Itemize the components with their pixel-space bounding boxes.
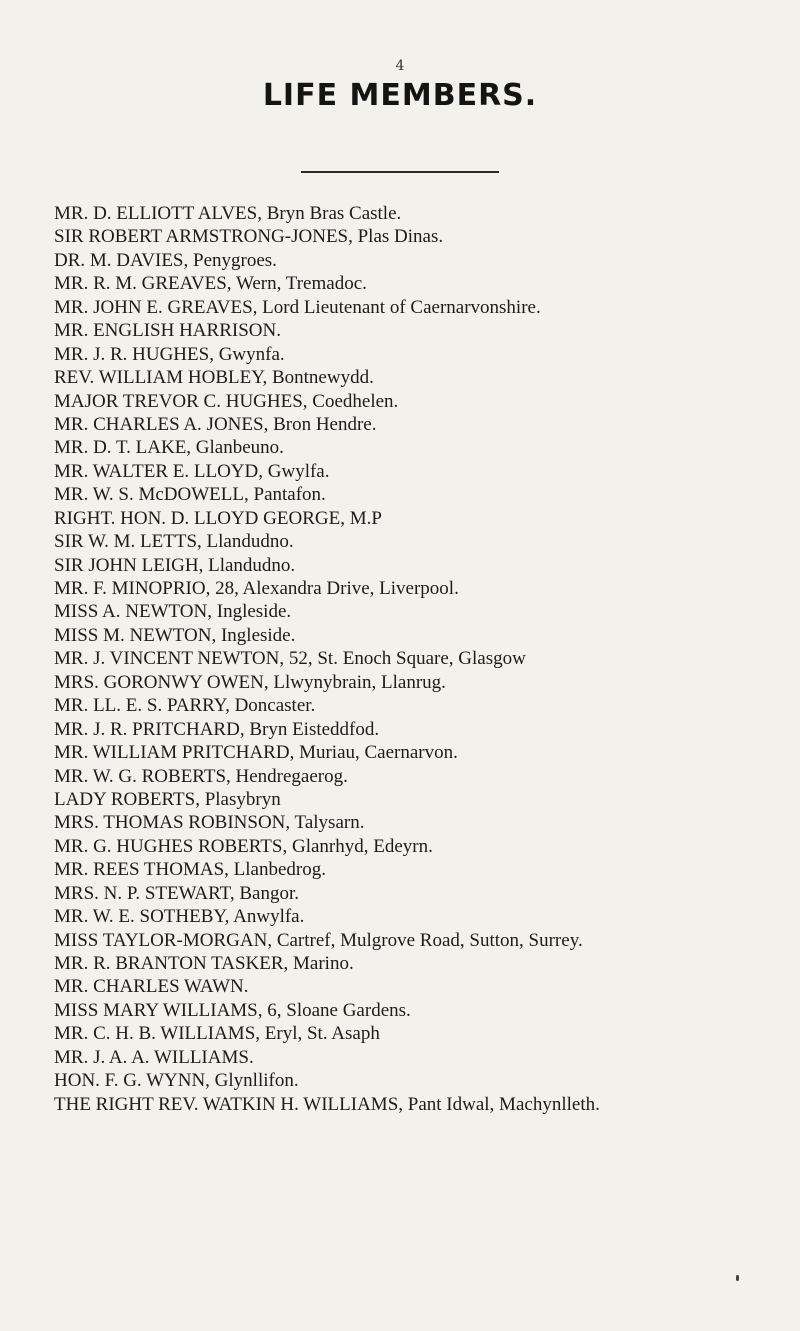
member-entry: MISS A. NEWTON, Ingleside.	[54, 601, 292, 623]
member-entry: MR. R. M. GREAVES, Wern, Tremadoc.	[54, 273, 367, 295]
member-entry: MRS. THOMAS ROBINSON, Talysarn.	[54, 812, 365, 834]
member-entry: MR. J. VINCENT NEWTON, 52, St. Enoch Square, Glasgow	[54, 648, 526, 670]
member-entry: MISS TAYLOR-MORGAN, Cartref, Mulgrove Road, Sutton, Surrey.	[54, 929, 583, 951]
ink-speck	[736, 1275, 739, 1281]
member-entry: MR. J. R. HUGHES, Gwynfa.	[54, 343, 285, 365]
member-list	[54, 202, 798, 1116]
member-entry: RIGHT. HON. D. LLOYD GEORGE, M.P	[54, 507, 382, 529]
member-entry: MRS. N. P. STEWART, Bangor.	[54, 882, 300, 904]
member-entry: MR. REES THOMAS, Llanbedrog.	[54, 859, 326, 881]
member-entry: SIR ROBERT ARMSTRONG-JONES, Plas Dinas.	[54, 226, 444, 248]
member-entry: MRS. GORONWY OWEN, Llwynybrain, Llanrug.	[54, 671, 446, 693]
member-entry: LADY ROBERTS, Plasybryn	[54, 788, 281, 810]
member-entry: MR. J. A. A. WILLIAMS.	[54, 1046, 254, 1068]
member-entry: MAJOR TREVOR C. HUGHES, Coedhelen.	[54, 390, 399, 412]
member-entry: MR. D. T. LAKE, Glanbeuno.	[54, 437, 284, 459]
member-entry: MR. CHARLES WAWN.	[54, 976, 249, 998]
member-entry: MR. JOHN E. GREAVES, Lord Lieutenant of Caernarvonshire.	[54, 296, 541, 318]
member-entry: MISS M. NEWTON, Ingleside.	[54, 624, 296, 646]
member-entry: MR. CHARLES A. JONES, Bron Hendre.	[54, 413, 377, 435]
member-entry: MISS MARY WILLIAMS, 6, Sloane Gardens.	[54, 999, 411, 1021]
page-number: 4	[395, 58, 405, 74]
member-entry: MR. W. E. SOTHEBY, Anwylfa.	[54, 906, 305, 928]
member-entry: MR. WILLIAM PRITCHARD, Muriau, Caernarvon.	[54, 742, 458, 764]
member-entry: DR. M. DAVIES, Penygroes.	[54, 249, 277, 271]
member-entry: MR. W. G. ROBERTS, Hendregaerog.	[54, 765, 348, 787]
member-entry: MR. D. ELLIOTT ALVES, Bryn Bras Castle.	[54, 203, 402, 224]
heading-rule	[301, 171, 499, 173]
member-entry: MR. LL. E. S. PARRY, Doncaster.	[54, 695, 316, 717]
member-entry: MR. G. HUGHES ROBERTS, Glanrhyd, Edeyrn.	[54, 835, 433, 857]
member-entry: MR. W. S. McDOWELL, Pantafon.	[54, 484, 326, 506]
member-entry: MR. C. H. B. WILLIAMS, Eryl, St. Asaph	[54, 1023, 380, 1045]
page-heading: LIFE MEMBERS.	[262, 78, 538, 113]
member-entry: SIR JOHN LEIGH, Llandudno.	[54, 554, 296, 576]
member-entry: SIR W. M. LETTS, Llandudno.	[54, 531, 294, 553]
member-entry: MR. WALTER E. LLOYD, Gwylfa.	[54, 460, 330, 482]
member-entry: MR. R. BRANTON TASKER, Marino.	[54, 953, 354, 974]
member-entry: MR. J. R. PRITCHARD, Bryn Eisteddfod.	[54, 718, 380, 740]
member-entry: MR. ENGLISH HARRISON.	[54, 320, 281, 342]
member-entry: HON. F. G. WYNN, Glynllifon.	[54, 1070, 299, 1092]
member-entry: MR. F. MINOPRIO, 28, Alexandra Drive, Liverpool.	[54, 578, 459, 599]
member-entry: REV. WILLIAM HOBLEY, Bontnewydd.	[54, 367, 374, 389]
member-entry: THE RIGHT REV. WATKIN H. WILLIAMS, Pant Idwal, Machynlleth.	[54, 1093, 600, 1115]
